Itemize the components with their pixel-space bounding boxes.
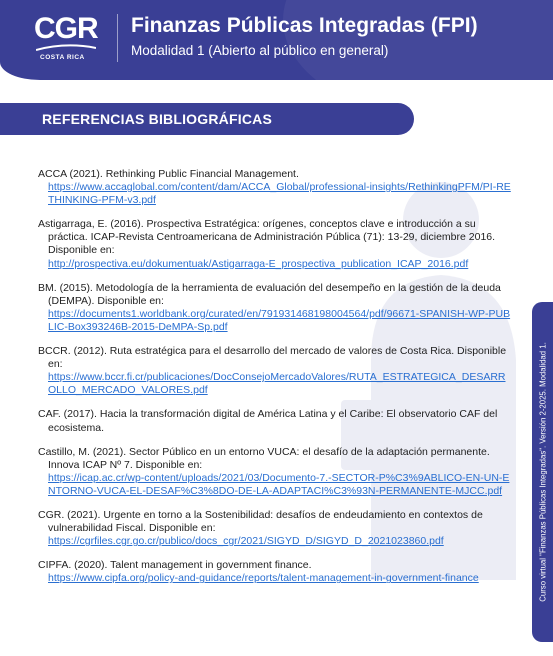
reference-item: [38, 168, 512, 207]
reference-link[interactable]: https://documents1.worldbank.org/curated/en/791931468198004564/pdf/96671-SPANISH-WP-PUBLIC-Box393246B-2015-DeMPA-Sp.pdf: [48, 307, 511, 333]
reference-link[interactable]: https://www.bccr.fi.cr/publicaciones/DocConsejoMercadoValores/RUTA_ESTRATEGICA_DESARROLLO_MERCADO_VALORES.pdf: [48, 371, 506, 397]
section-title: REFERENCIAS BIBLIOGRÁFICAS: [42, 111, 272, 127]
reference-item: [38, 559, 512, 585]
reference-link[interactable]: https://icap.ac.cr/wp-content/uploads/2021/03/Documento-7.-SECTOR-P%C3%9ABLICO-EN-UN-ENTORNO-VUCA-EL-DESAF%C3%8DO-DE-LA-ADAPTACI%C3%93N-PERMANENTE-MJCC.pdf: [48, 471, 510, 497]
reference-item: [38, 345, 512, 397]
reference-item: [38, 282, 512, 334]
header-divider: [117, 14, 118, 62]
reference-text: ACCA (2021). Rethinking Public Financial Management.: [38, 168, 299, 180]
page-title: Finanzas Públicas Integradas (FPI): [131, 14, 478, 37]
reference-text: BM. (2015). Metodología de la herramienta de evaluación del desempeño en la gestión de la deuda (DEMPA). Disponible en:: [38, 281, 501, 307]
reference-item: [38, 218, 512, 270]
reference-item: [38, 408, 512, 434]
reference-link[interactable]: https://www.cipfa.org/policy-and-guidance/reports/talent-management-in-government-finance: [48, 572, 479, 585]
reference-item: [38, 446, 512, 498]
course-side-tab: [532, 302, 553, 642]
reference-item: [38, 509, 512, 548]
reference-text: BCCR. (2012). Ruta estratégica para el desarrollo del mercado de valores de Costa Rica. Disponible en:: [38, 345, 507, 371]
reference-text: CAF. (2017). Hacia la transformación digital de América Latina y el Caribe: El observatorio CAF del ecosistema.: [38, 408, 498, 434]
cgr-logo: [34, 14, 104, 64]
reference-text: CGR. (2021). Urgente en torno a la Sostenibilidad: desafíos de endeudamiento en contextos de vulnerabilidad Fiscal. Disponible en:: [38, 508, 483, 535]
logo-swoosh-icon: [36, 44, 96, 52]
course-version-text: Curso virtual "Finanzas Públicas Integradas". Versión 2-2025. Modalidad 1.: [538, 342, 547, 602]
reference-text: Castillo, M. (2021). Sector Público en un entorno VUCA: el desafío de la adaptación permanente. Innova ICAP Nº 7. Disponible en:: [38, 445, 490, 471]
header-decoration: [283, 0, 553, 80]
logo-subtitle: COSTA RICA: [40, 54, 85, 61]
logo-text: CGR: [34, 12, 98, 45]
reference-list: [38, 168, 512, 596]
page-header: [0, 0, 553, 80]
section-header: [0, 103, 414, 135]
page-subtitle: Modalidad 1 (Abierto al público en general): [131, 43, 389, 58]
reference-link[interactable]: https://cgrfiles.cgr.go.cr/publico/docs_cgr/2021/SIGYD_D/SIGYD_D_2021023860.pdf: [48, 535, 444, 548]
reference-text: CIPFA. (2020). Talent management in government finance.: [38, 559, 312, 572]
reference-link[interactable]: http://prospectiva.eu/dokumentuak/Astigarraga-E_prospectiva_publication_ICAP_2016.pdf: [48, 257, 469, 270]
reference-text: Astigarraga, E. (2016). Prospectiva Estratégica: orígenes, conceptos clave e introducción a su práctica. ICAP-Revista Centroamericana de Administración Pública (71): 13-29, diciembre 2016. Disponible en:: [38, 218, 496, 257]
reference-link[interactable]: https://www.accaglobal.com/content/dam/ACCA_Global/professional-insights/RethinkingPFM/PI-RETHINKING-PFM-v3.pdf: [48, 181, 511, 207]
